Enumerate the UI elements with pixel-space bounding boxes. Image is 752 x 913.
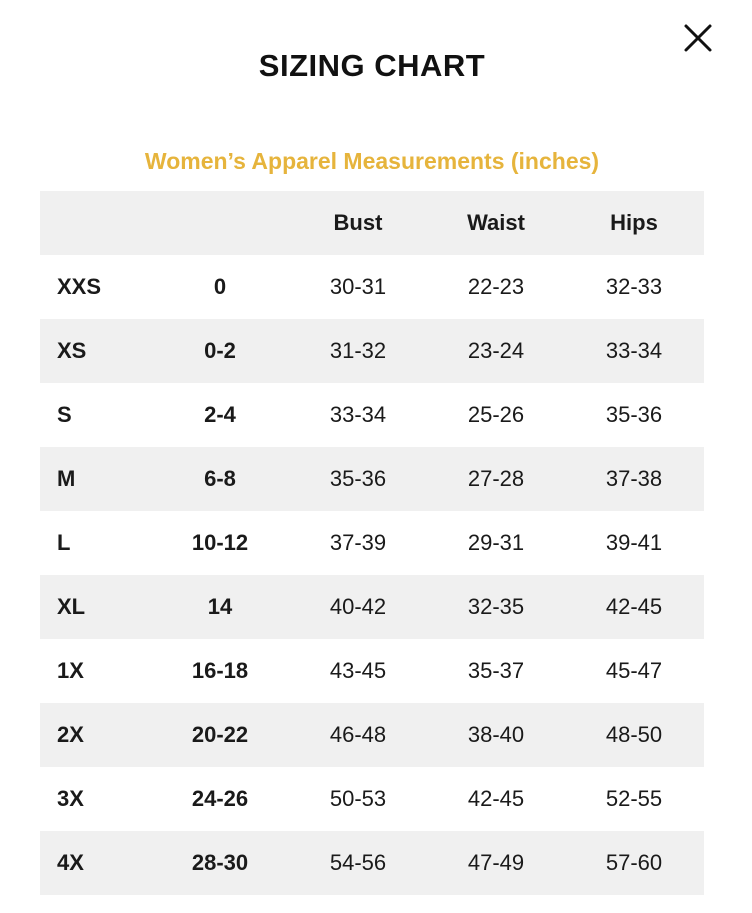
hips-cell: 33-34 [605, 338, 663, 363]
waist-cell: 29-31 [467, 530, 525, 555]
bust-cell: 31-32 [329, 338, 387, 363]
waist-cell: 32-35 [467, 594, 525, 619]
table-body [40, 255, 704, 895]
table-row [40, 767, 704, 831]
page-title: SIZING CHART [258, 48, 486, 83]
table-header-row [40, 191, 704, 255]
table-row [40, 447, 704, 511]
hips-cell: 32-33 [605, 274, 663, 299]
bust-cell: 54-56 [329, 850, 387, 875]
hips-cell: 42-45 [605, 594, 663, 619]
waist-cell: 42-45 [467, 786, 525, 811]
table-row [40, 575, 704, 639]
table-row [40, 511, 704, 575]
size-cell: L [57, 530, 71, 555]
waist-cell: 35-37 [467, 658, 525, 683]
numeric-size-cell: 6-8 [204, 466, 236, 491]
size-cell: XL [57, 594, 86, 619]
header-bust: Bust [333, 210, 383, 235]
hips-cell: 37-38 [605, 466, 663, 491]
table-row [40, 255, 704, 319]
numeric-size-cell: 16-18 [191, 658, 249, 683]
waist-cell: 23-24 [467, 338, 525, 363]
bust-cell: 50-53 [329, 786, 387, 811]
size-cell: 3X [57, 786, 84, 811]
hips-cell: 48-50 [605, 722, 663, 747]
hips-cell: 39-41 [605, 530, 663, 555]
table-subtitle: Women’s Apparel Measurements (inches) [144, 148, 600, 174]
numeric-size-cell: 20-22 [191, 722, 249, 747]
numeric-size-cell: 2-4 [204, 402, 236, 427]
bust-cell: 40-42 [329, 594, 387, 619]
waist-cell: 38-40 [467, 722, 525, 747]
numeric-size-cell: 14 [207, 594, 233, 619]
size-cell: 1X [57, 658, 84, 683]
size-cell: S [57, 402, 72, 427]
table-row [40, 639, 704, 703]
bust-cell: 46-48 [329, 722, 387, 747]
table-row [40, 831, 704, 895]
bust-cell: 33-34 [329, 402, 387, 427]
waist-cell: 47-49 [467, 850, 525, 875]
size-cell: XS [57, 338, 87, 363]
size-cell: M [57, 466, 76, 491]
header-waist: Waist [467, 210, 525, 235]
table-row [40, 703, 704, 767]
numeric-size-cell: 0 [213, 274, 227, 299]
numeric-size-cell: 24-26 [191, 786, 249, 811]
hips-cell: 57-60 [605, 850, 663, 875]
bust-cell: 30-31 [329, 274, 387, 299]
waist-cell: 25-26 [467, 402, 525, 427]
bust-cell: 35-36 [329, 466, 387, 491]
numeric-size-cell: 0-2 [204, 338, 236, 363]
numeric-size-cell: 28-30 [191, 850, 249, 875]
size-cell: 2X [57, 722, 84, 747]
header-hips: Hips [610, 210, 658, 235]
table-row [40, 319, 704, 383]
bust-cell: 37-39 [329, 530, 387, 555]
waist-cell: 22-23 [467, 274, 525, 299]
sizing-table [40, 191, 704, 895]
bust-cell: 43-45 [329, 658, 387, 683]
table-row [40, 383, 704, 447]
numeric-size-cell: 10-12 [191, 530, 249, 555]
size-cell: 4X [57, 850, 84, 875]
hips-cell: 52-55 [605, 786, 663, 811]
waist-cell: 27-28 [467, 466, 525, 491]
hips-cell: 35-36 [605, 402, 663, 427]
hips-cell: 45-47 [605, 658, 663, 683]
size-cell: XXS [57, 274, 102, 299]
